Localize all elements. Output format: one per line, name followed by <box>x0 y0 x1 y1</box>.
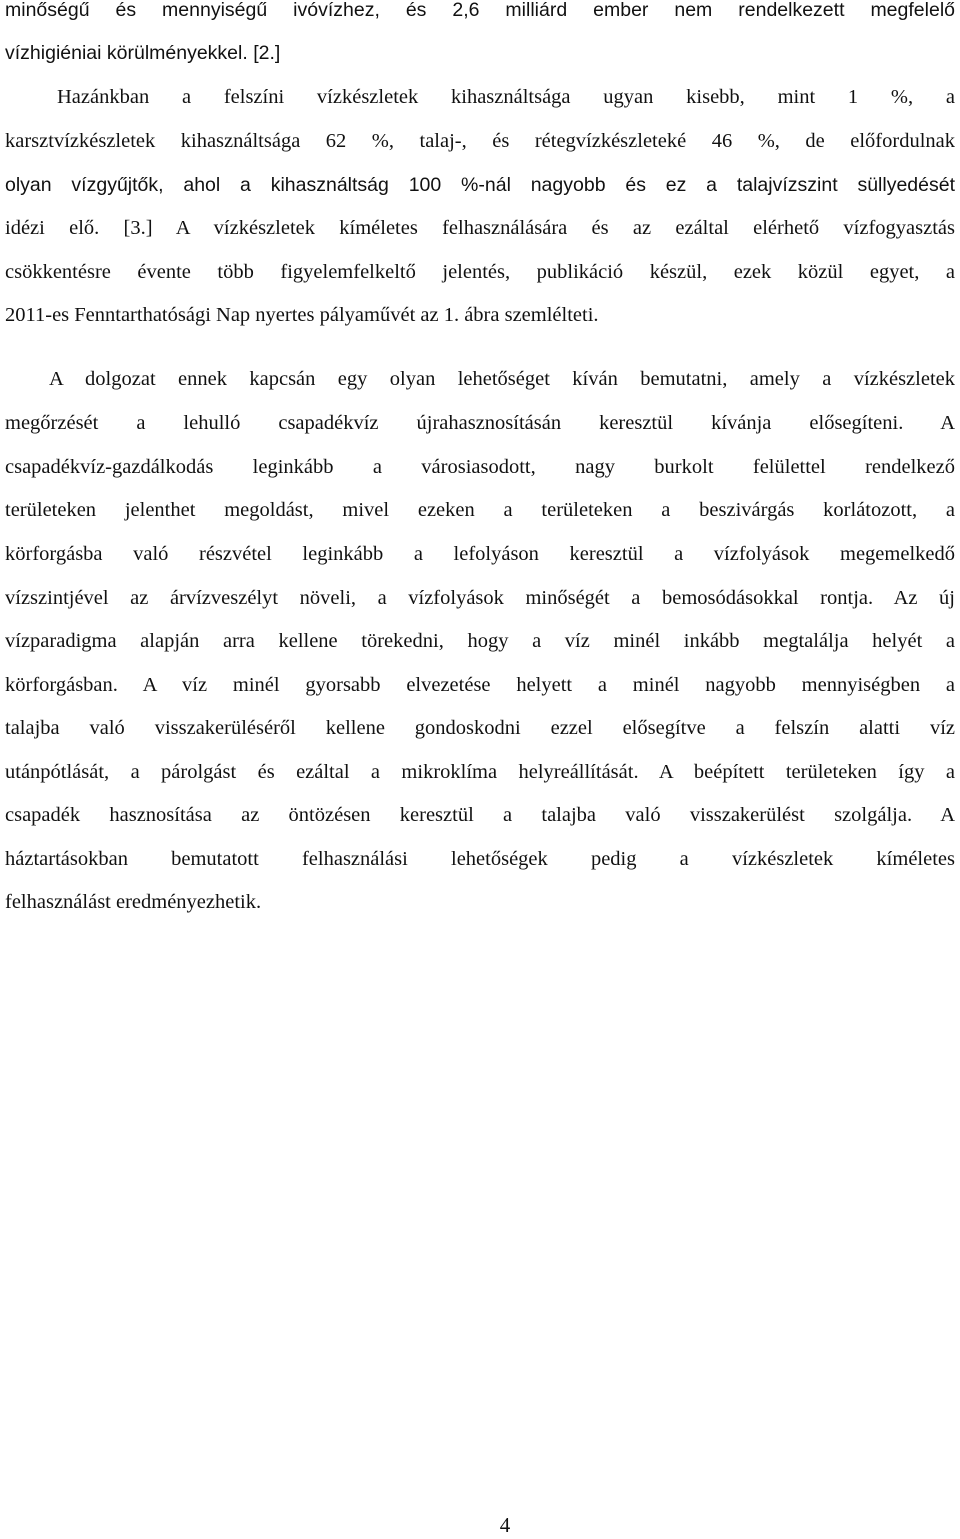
paragraph-line: körforgásba való részvétel leginkább a lefolyáson keresztül a vízfolyások megemelkedő <box>5 543 955 565</box>
paragraph-line: karsztvízkészletek kihasználtsága 62 %, talaj-, és rétegvízkészleteké 46 %, de előfordulnak <box>5 130 955 152</box>
paragraph-line: csökkentésre évente több figyelemfelkeltő jelentés, publikáció készül, ezek közül egyet, a <box>5 261 955 283</box>
paragraph-line: felhasználást eredményezhetik. <box>5 891 262 913</box>
paragraph-line: háztartásokban bemutatott felhasználási lehetőségek pedig a vízkészletek kíméletes <box>5 848 955 870</box>
paragraph-line: utánpótlását, a párolgást és ezáltal a mikroklíma helyreállítását. A beépített területeken így a <box>5 761 955 783</box>
paragraph-line: vízhigiéniai körülményekkel. [2.] <box>5 42 281 64</box>
paragraph-line: körforgásban. A víz minél gyorsabb elvezetése helyett a minél nagyobb mennyiségben a <box>5 674 955 696</box>
paragraph-line: vízszintjével az árvízveszélyt növeli, a vízfolyások minőségét a bemosódásokkal rontja. Az új <box>5 587 955 609</box>
paragraph-line: megőrzését a lehulló csapadékvíz újrahasznosításán keresztül kívánja elősegíteni. A <box>5 412 955 434</box>
paragraph-line: vízparadigma alapján arra kellene törekedni, hogy a víz minél inkább megtalálja helyét a <box>5 630 955 652</box>
paragraph-line: talajba való visszakerüléséről kellene gondoskodni ezzel elősegítve a felszín alatti víz <box>5 717 955 739</box>
paragraph-line: idézi elő. [3.] A vízkészletek kíméletes felhasználására és az ezáltal elérhető vízfogyasztás <box>5 217 955 239</box>
paragraph-line: minőségű és mennyiségű ivóvízhez, és 2,6 milliárd ember nem rendelkezett megfelelő <box>5 0 955 21</box>
paragraph-line: csapadékvíz-gazdálkodás leginkább a városiasodott, nagy burkolt felülettel rendelkező <box>5 456 955 478</box>
paragraph-line: Hazánkban a felszíni vízkészletek kihasználtsága ugyan kisebb, mint 1 %, a <box>57 86 955 108</box>
paragraph-line: csapadék hasznosítása az öntözésen keresztül a talajba való visszakerülést szolgálja. A <box>5 804 955 826</box>
page-number: 4 <box>499 1513 511 1537</box>
paragraph-line: A dolgozat ennek kapcsán egy olyan lehetőséget kíván bemutatni, amely a vízkészletek <box>49 368 955 390</box>
paragraph-line: 2011-es Fenntarthatósági Nap nyertes pályaművét az 1. ábra szemlélteti. <box>5 304 599 326</box>
paragraph-line: olyan vízgyűjtők, ahol a kihasználtság 100 %-nál nagyobb és ez a talajvízszint süllyedését <box>5 174 955 196</box>
paragraph-line: területeken jelenthet megoldást, mivel ezeken a területeken a beszivárgás korlátozott, a <box>5 499 955 521</box>
